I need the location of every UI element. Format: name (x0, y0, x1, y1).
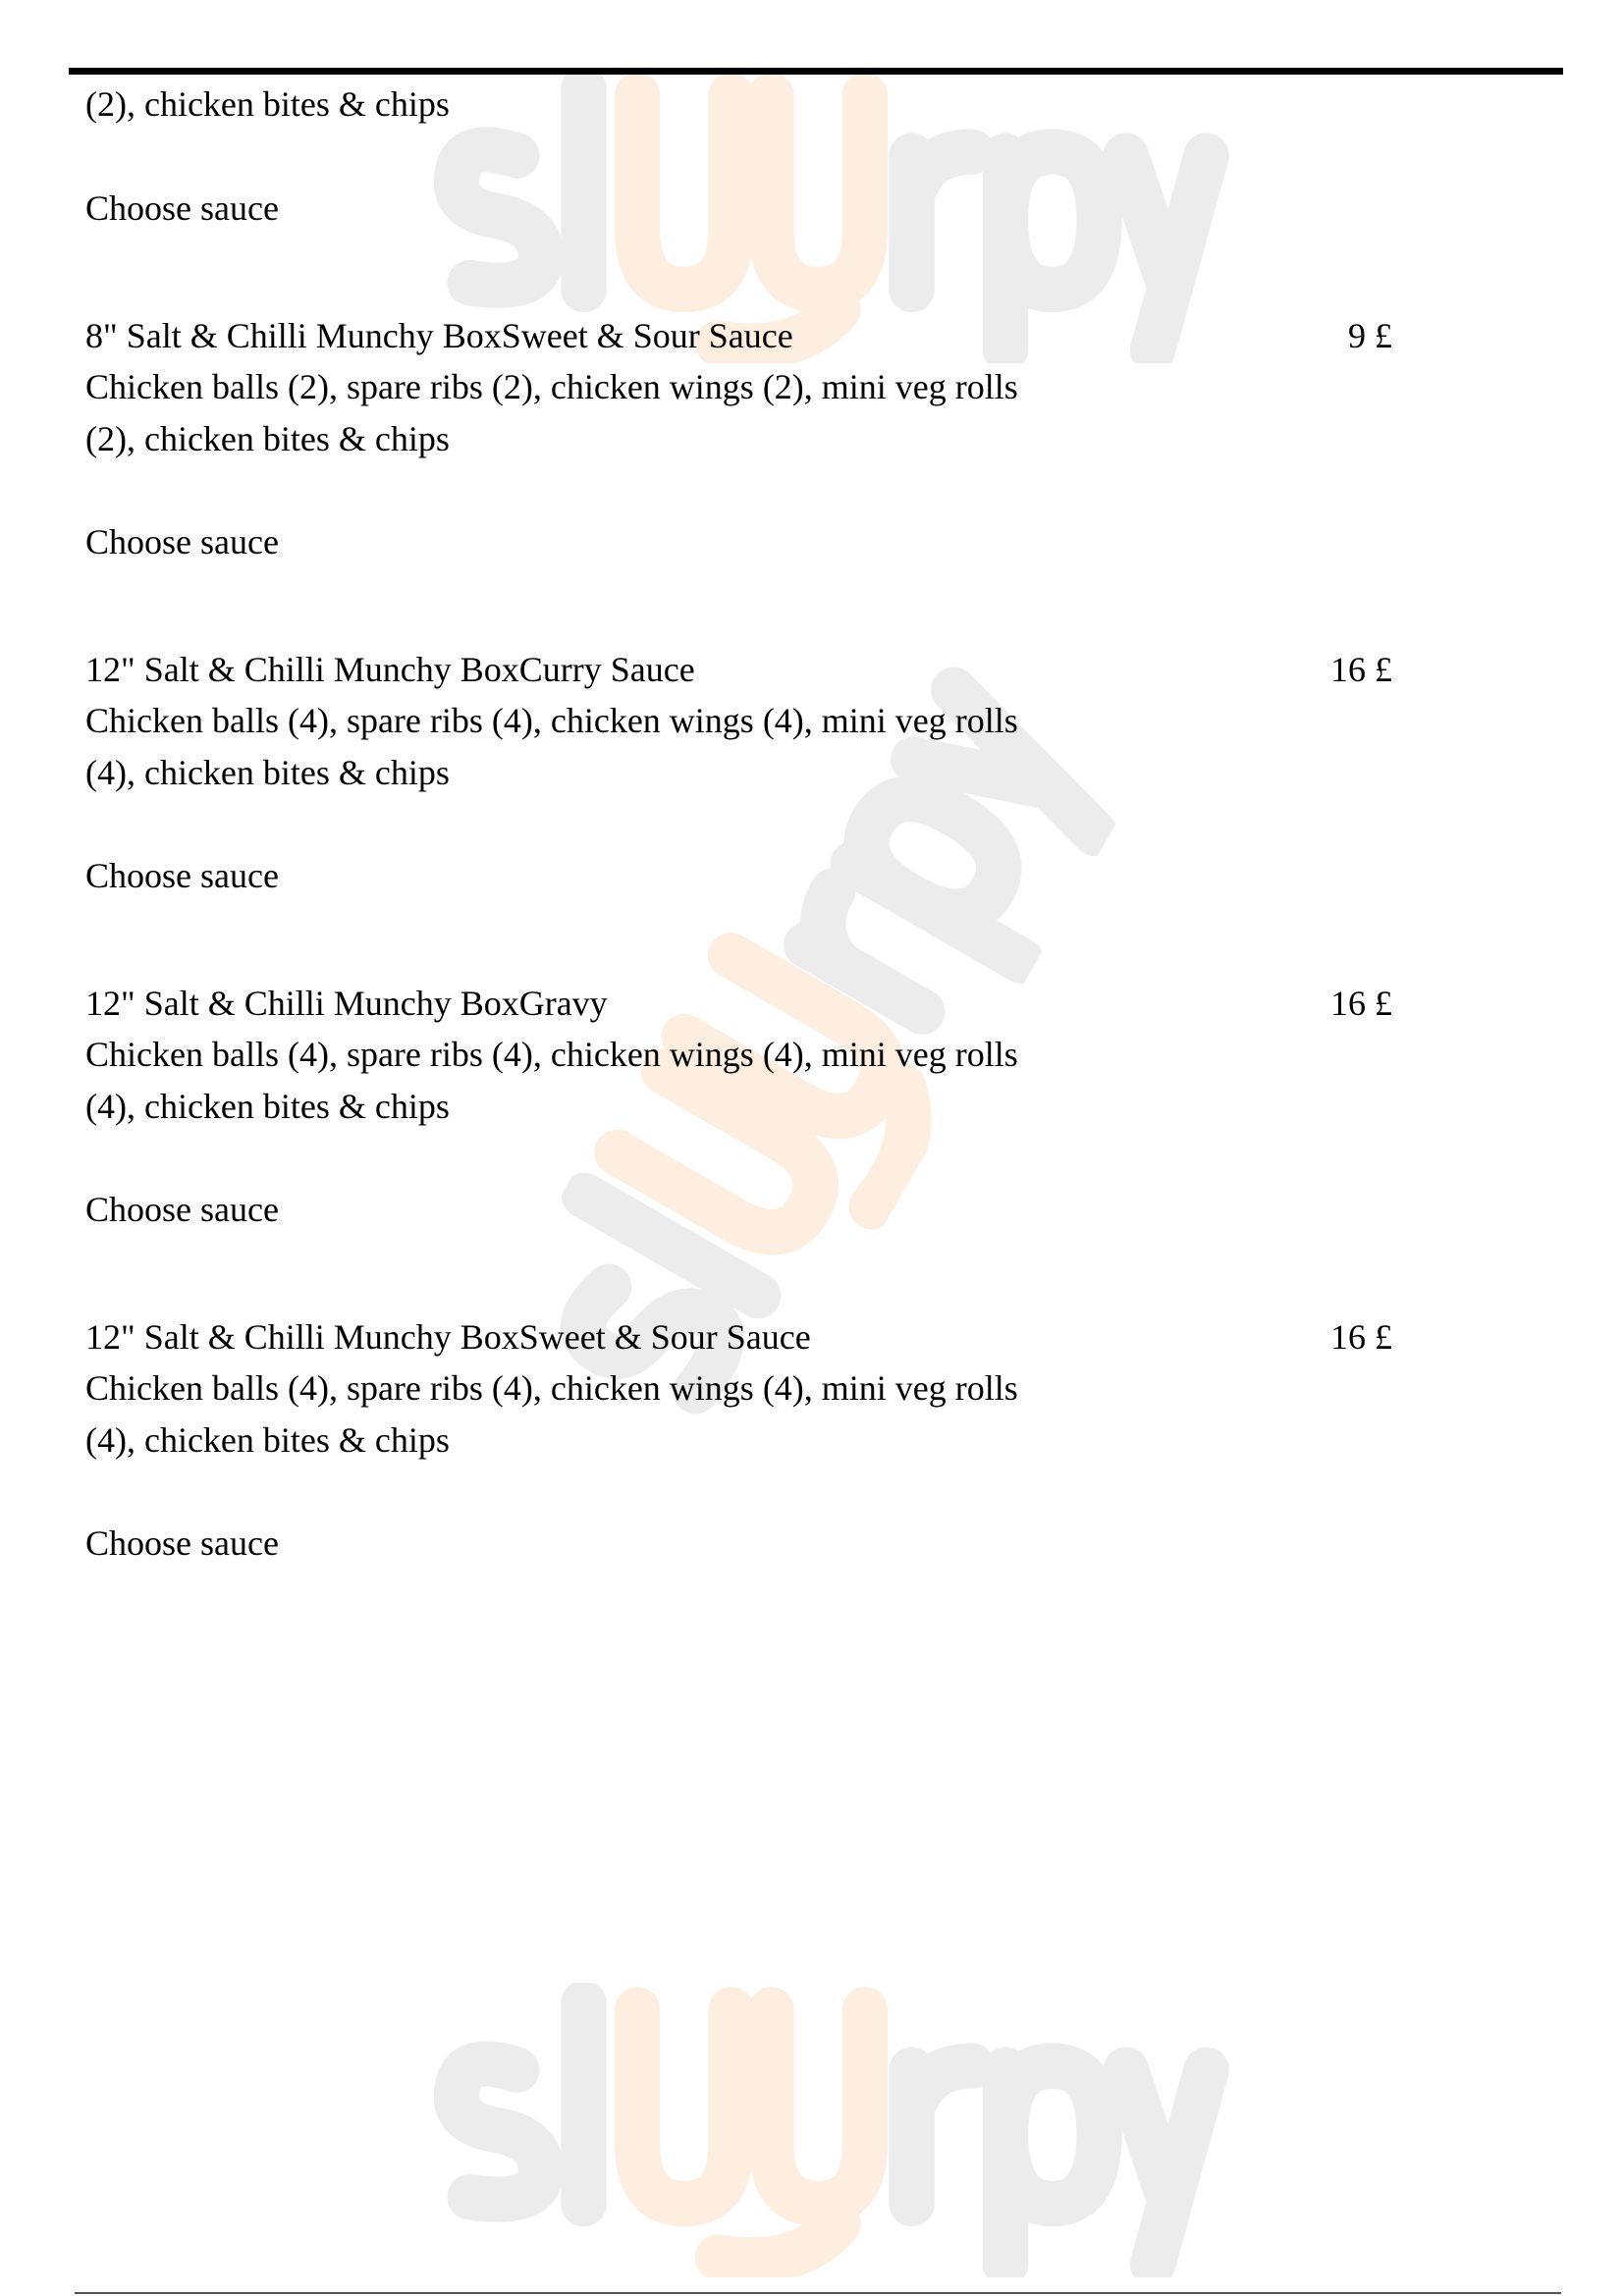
item-price: 9 £ (1348, 316, 1392, 355)
item-price: 16 £ (1330, 1317, 1392, 1357)
choose-sauce-label: Choose sauce (85, 522, 279, 561)
item-description: Chicken balls (2), spare ribs (2), chicken wings (2), mini veg rolls (85, 367, 1018, 406)
item-title: 12" Salt & Chilli Munchy BoxCurry Sauce (85, 650, 695, 689)
item-title: 8" Salt & Chilli Munchy BoxSweet & Sour Sauce (85, 316, 793, 355)
choose-sauce-label: Choose sauce (85, 856, 279, 895)
choose-sauce-label: Choose sauce (85, 1523, 279, 1563)
item-description: (4), chicken bites & chips (85, 1087, 450, 1126)
item-description: Chicken balls (4), spare ribs (4), chicken wings (4), mini veg rolls (85, 701, 1018, 740)
item-price: 16 £ (1330, 650, 1392, 689)
item-description: (4), chicken bites & chips (85, 1420, 450, 1460)
top-divider (69, 68, 1563, 75)
item-description: (2), chicken bites & chips (85, 419, 450, 458)
item-price: 16 £ (1330, 984, 1392, 1023)
item-title: 12" Salt & Chilli Munchy BoxGravy (85, 984, 608, 1023)
bottom-divider (75, 2292, 1561, 2294)
item-description: Chicken balls (4), spare ribs (4), chicken wings (4), mini veg rolls (85, 1368, 1018, 1408)
item-description: Chicken balls (4), spare ribs (4), chicken wings (4), mini veg rolls (85, 1035, 1018, 1074)
choose-sauce-label: Choose sauce (85, 1190, 279, 1229)
item-description-continued: (2), chicken bites & chips (85, 84, 450, 124)
item-description: (4), chicken bites & chips (85, 753, 450, 792)
watermark-logo-bottom (412, 1983, 1237, 2277)
choose-sauce-label: Choose sauce (85, 188, 279, 228)
item-title: 12" Salt & Chilli Munchy BoxSweet & Sour Sauce (85, 1317, 811, 1357)
